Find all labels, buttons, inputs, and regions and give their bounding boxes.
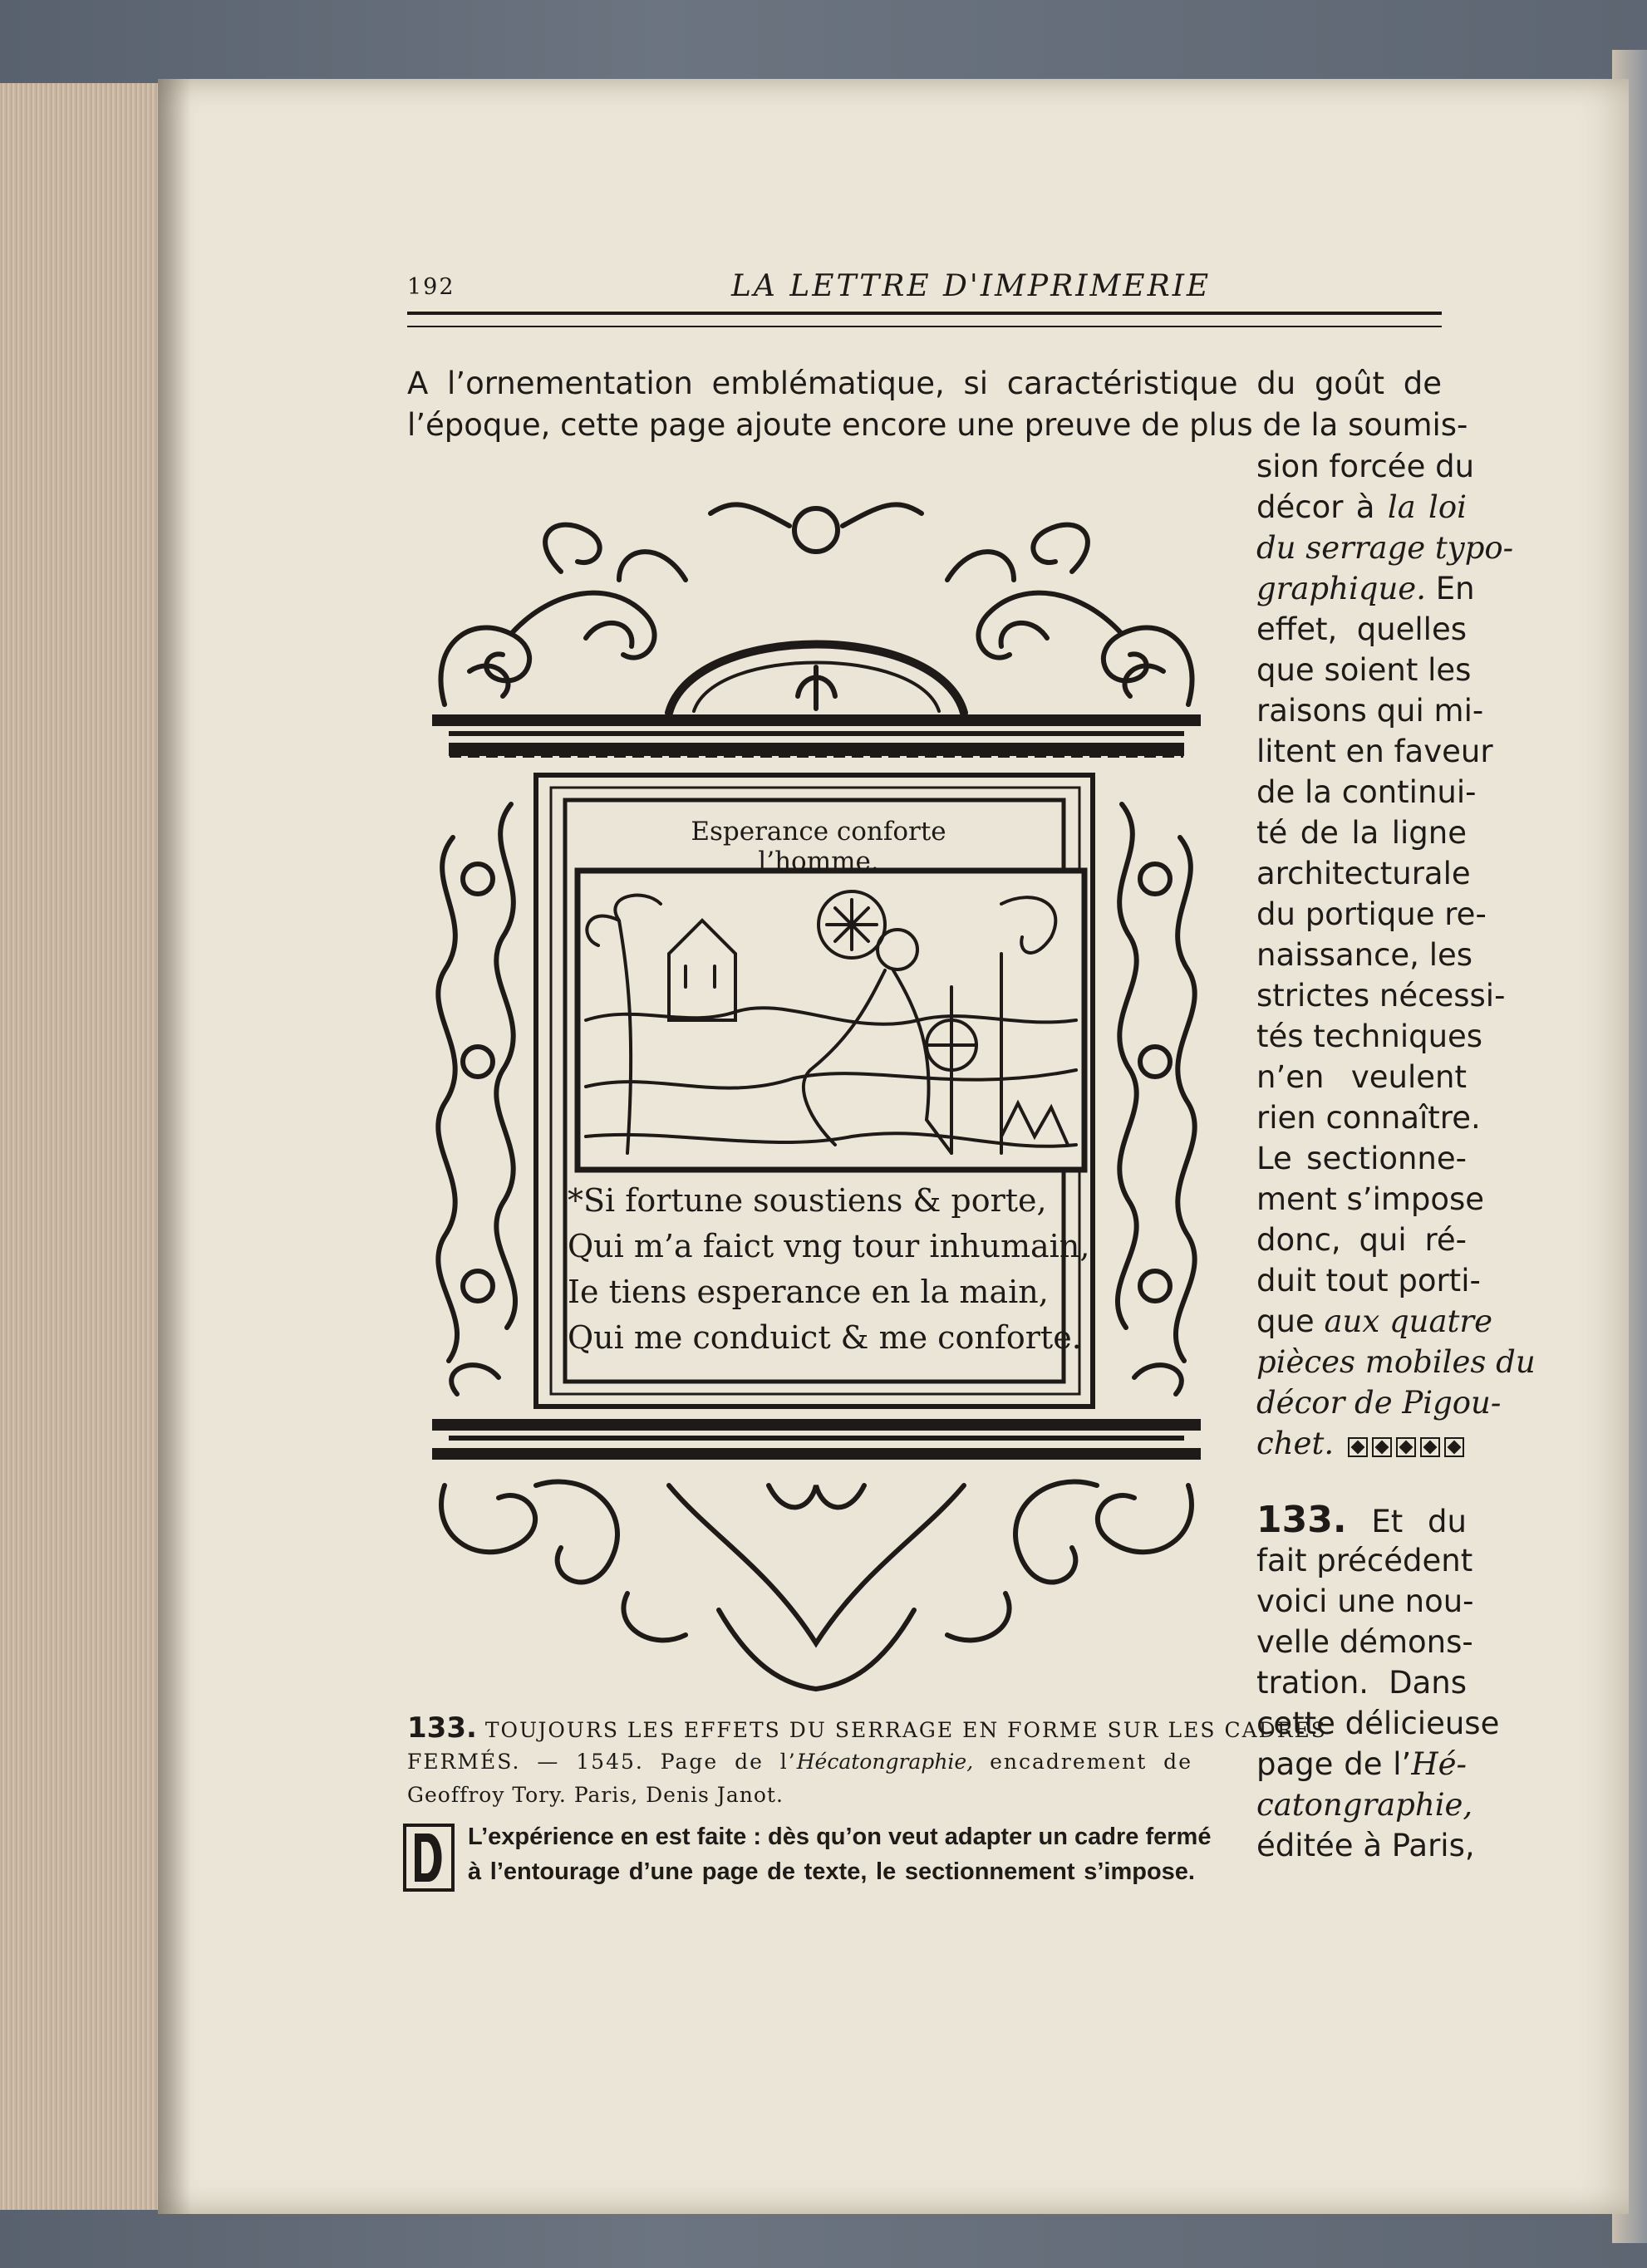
column-text: té de la ligne: [1256, 815, 1467, 851]
column-text: duit tout porti-: [1256, 1263, 1481, 1298]
verse-line-3: Ie tiens esperance en la main,: [568, 1274, 1049, 1310]
section-number: 133.: [1256, 1499, 1347, 1541]
column-line: [1256, 1019, 1483, 1054]
ornament-row-icon: [1344, 1427, 1464, 1463]
column-text: litent en faveur: [1256, 734, 1493, 769]
section-line: [1256, 1499, 1467, 1541]
column-line: [1256, 1222, 1467, 1258]
column-italic: graphique.: [1256, 571, 1426, 606]
column-line: [1256, 978, 1506, 1014]
column-line: [1256, 1263, 1481, 1298]
verse-line-4: Qui me conduict & me conforte.: [568, 1319, 1082, 1356]
page-number: 192: [407, 274, 455, 300]
caption-line-2-post: encadrement de: [973, 1750, 1192, 1774]
column-line: [1256, 1303, 1493, 1339]
note-line-1: L’expérience en est faite : dès qu’on veut adapter un cadre fermé: [468, 1824, 1212, 1850]
fleuron-icon: [1396, 1437, 1416, 1457]
fleuron-icon: [1444, 1437, 1464, 1457]
column-line: [1256, 815, 1467, 851]
column-text: n’en veulent: [1256, 1059, 1467, 1095]
caption-line-1-text: TOUJOURS LES EFFETS DU SERRAGE EN FORME SUR LES CADRES: [484, 1718, 1327, 1742]
fleuron-icon: [1372, 1437, 1392, 1457]
section-text: éditée à Paris,: [1256, 1828, 1475, 1863]
section-text: velle démons-: [1256, 1624, 1473, 1660]
gutter-shadow: [158, 79, 191, 2214]
column-line: [1256, 1100, 1481, 1136]
column-line: [1256, 734, 1493, 769]
column-italic: aux quatre: [1324, 1303, 1493, 1339]
verse-line-2: Qui m’a faict vng tour inhumain,: [568, 1228, 1090, 1264]
note-line-2: à l’entourage d’une page de texte, le sectionnement s’impose.: [468, 1858, 1195, 1885]
section-line: [1256, 1746, 1467, 1782]
fleuron-icon: [1420, 1437, 1440, 1457]
caption-line-2-pre: FERMÉS. — 1545. Page de l’: [407, 1750, 797, 1774]
woodcut-title: Esperance conforte l’homme.: [691, 817, 946, 876]
column-line: [1256, 1181, 1485, 1217]
section-line: [1256, 1787, 1473, 1823]
column-text: naissance, les: [1256, 937, 1473, 973]
ornamental-frame: [420, 488, 1213, 1714]
section-line: [1256, 1665, 1467, 1701]
column-line: [1256, 611, 1467, 647]
column-text: sion forcée du: [1256, 449, 1475, 484]
dropcap-d-icon: [403, 1824, 455, 1892]
caption-line-2: [407, 1746, 1192, 1777]
head-rule-thick: [407, 312, 1442, 315]
verse-line-1: *Si fortune soustiens & porte,: [568, 1182, 1047, 1219]
fleuron-icon: [1348, 1437, 1368, 1457]
column-text: du portique re-: [1256, 896, 1487, 932]
caption-number: 133.: [407, 1711, 477, 1745]
section-line: [1256, 1828, 1475, 1863]
column-line: [1256, 1426, 1464, 1463]
caption-line-3: Geoffroy Tory. Paris, Denis Janot.: [407, 1783, 784, 1807]
intro-line-1: A l’ornementation emblématique, si caractéristique du goût de: [407, 366, 1442, 401]
column-line: [1256, 856, 1471, 891]
column-pre: que: [1256, 1303, 1325, 1339]
column-text: tés techniques: [1256, 1019, 1483, 1054]
column-italic: du serrage typo-: [1256, 530, 1514, 566]
running-head: [407, 266, 1442, 306]
column-line: [1256, 693, 1484, 729]
column-line: [1256, 1344, 1536, 1380]
section-text: tration. Dans: [1256, 1665, 1467, 1701]
column-line: [1256, 1141, 1467, 1176]
section-line: [1256, 1624, 1473, 1660]
column-line: [1256, 1059, 1467, 1095]
column-italic: décor de Pigou-: [1256, 1385, 1502, 1421]
caption-line-2-italic: Hécatongraphie,: [796, 1750, 974, 1774]
column-text: de la continui-: [1256, 774, 1477, 810]
intro-line-2: l’époque, cette page ajoute encore une preuve de plus de la soumis-: [407, 407, 1468, 443]
column-pre: décor à: [1256, 489, 1388, 525]
column-italic: la loi: [1387, 489, 1467, 525]
section-line: [1256, 1543, 1473, 1578]
column-italic: pièces mobiles du: [1256, 1344, 1536, 1380]
column-line: [1256, 652, 1472, 688]
section-text: voici une nou-: [1256, 1583, 1474, 1619]
column-text: strictes nécessi-: [1256, 978, 1506, 1014]
column-text: Le sectionne-: [1256, 1141, 1467, 1176]
column-italic: chet.: [1256, 1426, 1335, 1461]
column-text: raisons qui mi-: [1256, 693, 1484, 729]
column-line: [1256, 530, 1514, 566]
caption-line-1: [407, 1711, 1327, 1745]
section-pre: page de l’: [1256, 1746, 1412, 1782]
column-line: [1256, 1385, 1502, 1421]
column-line: [1256, 449, 1475, 484]
column-line: [1256, 774, 1477, 810]
note-block: [403, 1824, 1212, 1898]
column-text: rien connaître.: [1256, 1100, 1481, 1136]
column-text: architecturale: [1256, 856, 1471, 891]
section-lead-text: Et du: [1346, 1504, 1467, 1539]
column-text: effet, quelles: [1256, 611, 1467, 647]
section-italic: Hé-: [1411, 1746, 1467, 1782]
column-text: que soient les: [1256, 652, 1472, 688]
woodcut-figure: [420, 488, 1213, 1714]
column-line: [1256, 489, 1467, 525]
section-italic: catongraphie,: [1256, 1787, 1473, 1823]
column-post: En: [1425, 571, 1475, 606]
page-edges: [0, 83, 170, 2210]
section-text: fait précédent: [1256, 1543, 1473, 1578]
column-line: [1256, 937, 1473, 973]
column-line: [1256, 896, 1487, 932]
section-line: [1256, 1583, 1474, 1619]
section-text: cette délicieuse: [1256, 1706, 1500, 1741]
column-line: [1256, 571, 1475, 606]
column-text: donc, qui ré-: [1256, 1222, 1467, 1258]
running-title: LA LETTRE D'IMPRIMERIE: [731, 269, 1212, 303]
column-text: ment s’impose: [1256, 1181, 1485, 1217]
head-rule-thin: [407, 326, 1442, 327]
